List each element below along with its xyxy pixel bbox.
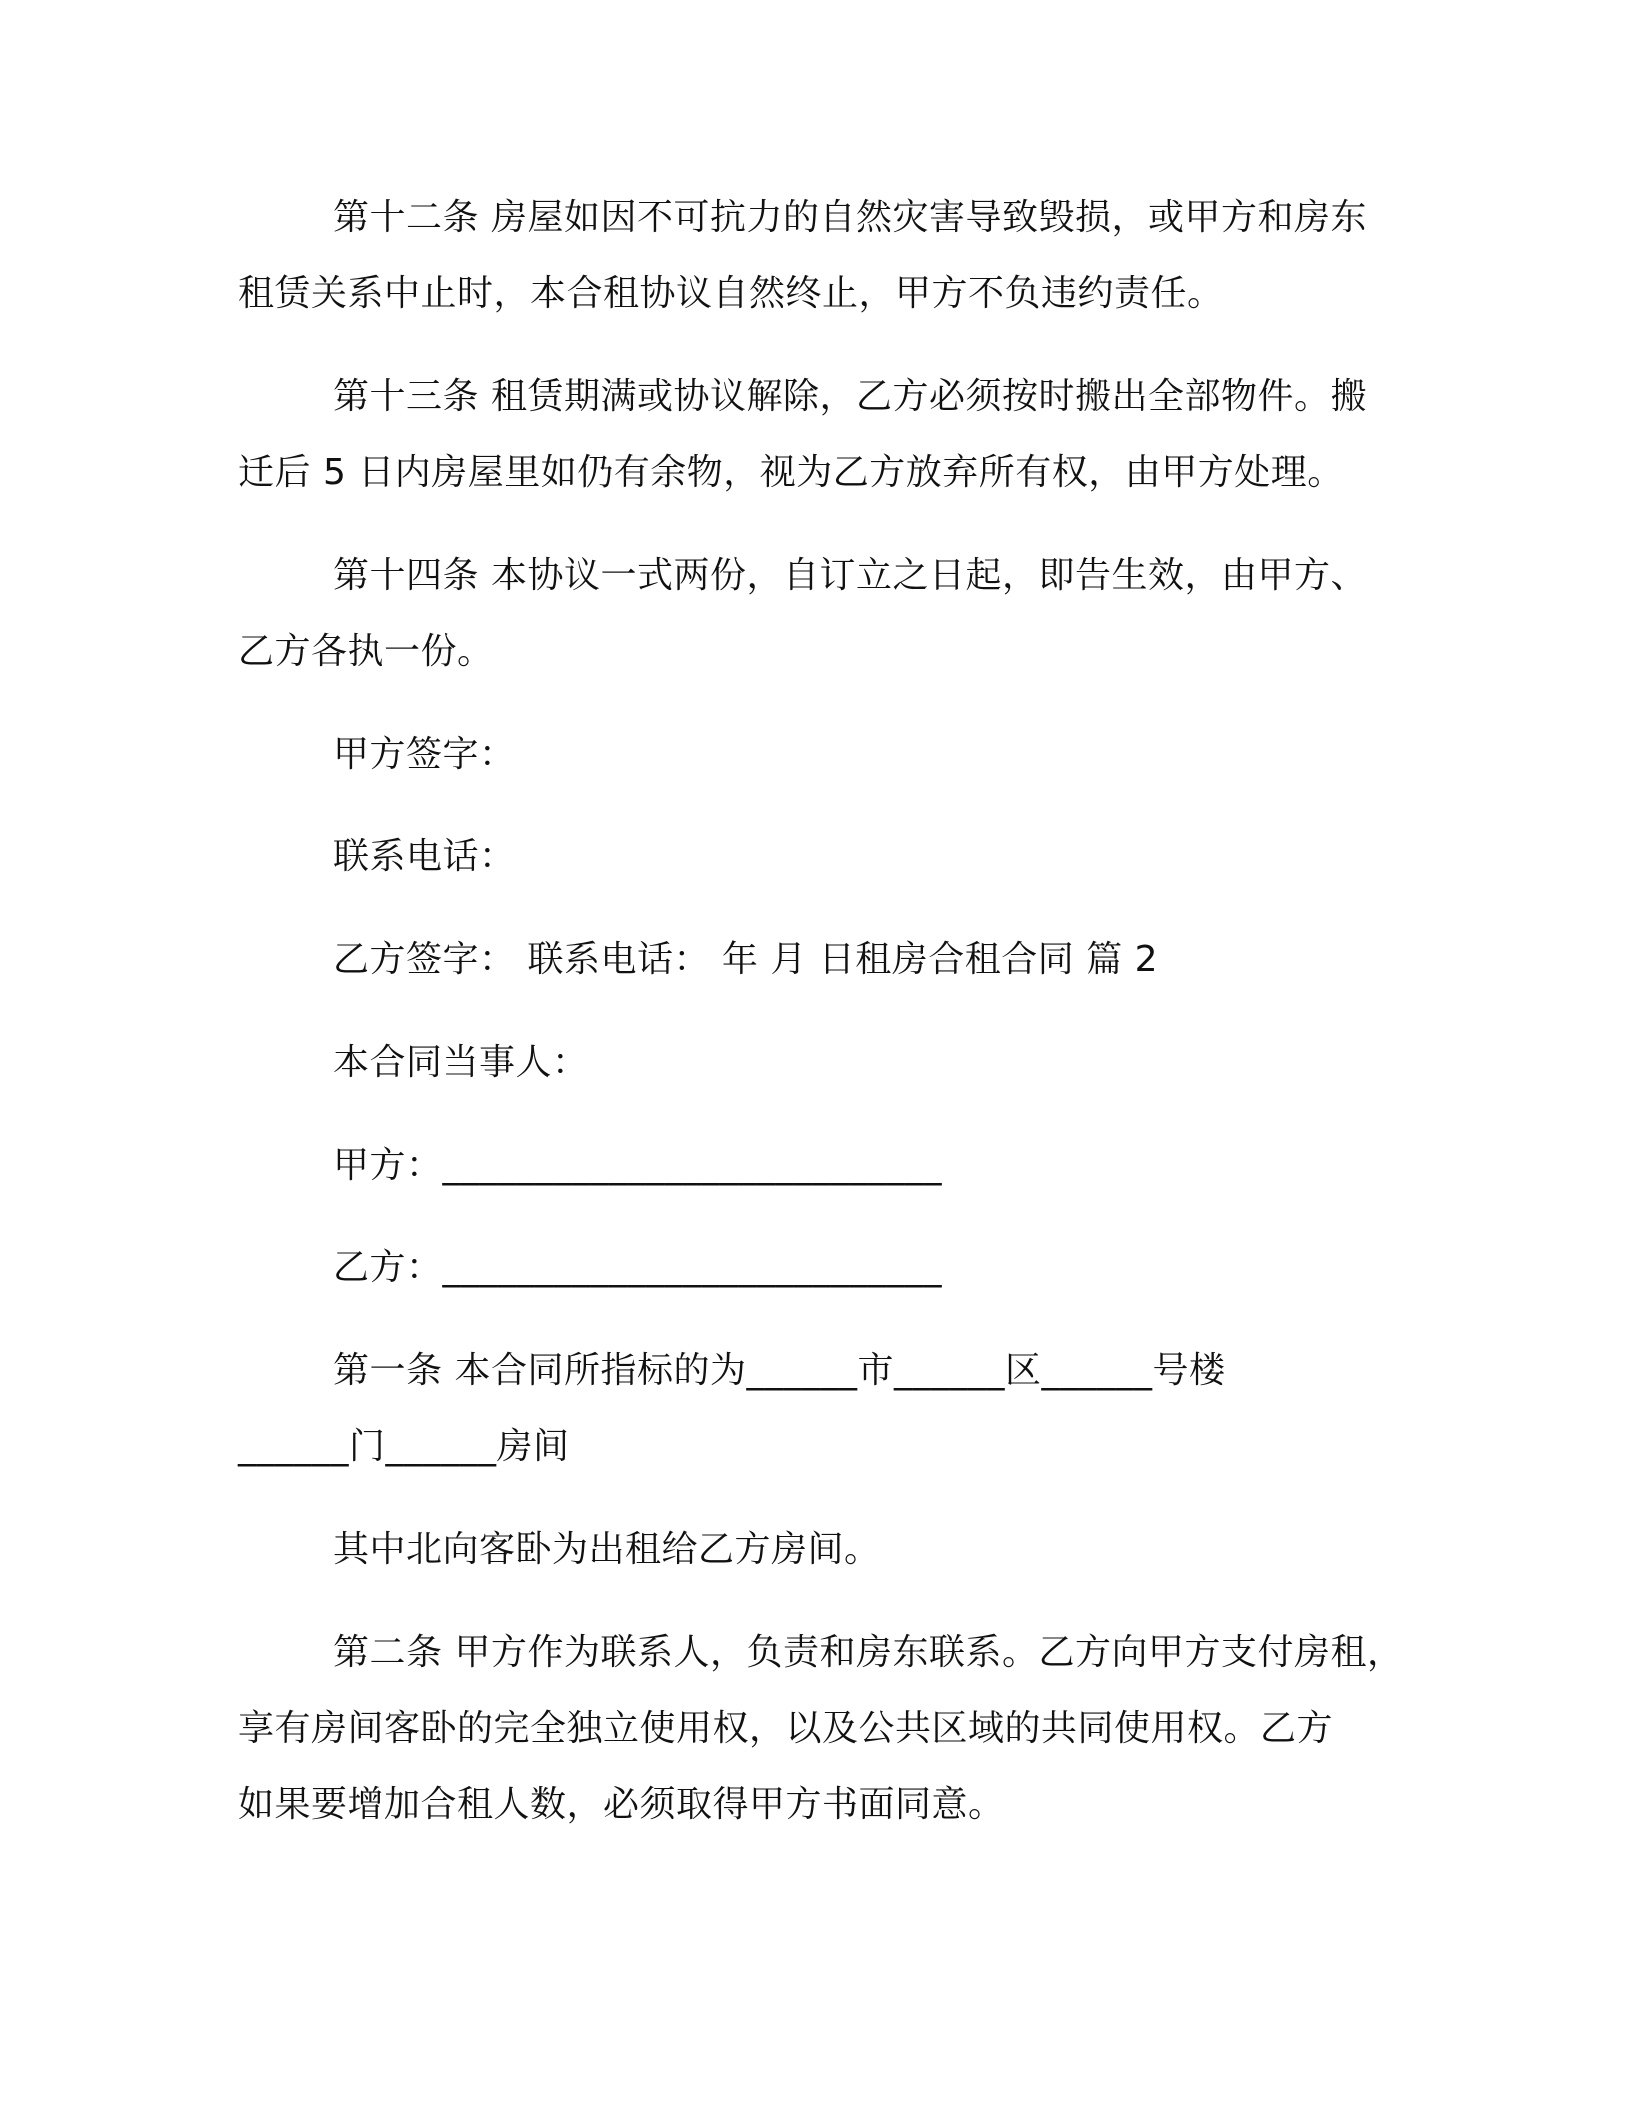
party-a-blank-line: 甲方：___________________________ <box>333 1145 943 1186</box>
clause-2-line-2: 享有房间客卧的完全独立使用权，以及公共区域的共同使用权。乙方 <box>238 1708 1334 1749</box>
clause-13-line-1: 第十三条 租赁期满或协议解除，乙方必须按时搬出全部物件。搬 <box>333 376 1367 417</box>
clause-12-line-2: 租赁关系中止时，本合租协议自然终止，甲方不负违约责任。 <box>238 273 1224 314</box>
clause-2-line-3: 如果要增加合租人数，必须取得甲方书面同意。 <box>238 1784 1005 1825</box>
clause-13-line-2: 迁后 5 日内房屋里如仍有余物，视为乙方放弃所有权，由甲方处理。 <box>238 452 1344 493</box>
clause-1-line-2: ______门______房间 <box>238 1426 570 1467</box>
party-b-signature-line: 乙方签字： 联系电话： 年 月 日租房合租合同 篇 2 <box>333 939 1159 980</box>
north-bedroom-note: 其中北向客卧为出租给乙方房间。 <box>333 1529 881 1570</box>
clause-2-line-1: 第二条 甲方作为联系人，负责和房东联系。乙方向甲方支付房租， <box>333 1632 1404 1673</box>
clause-14-line-1: 第十四条 本协议一式两份，自订立之日起，即告生效，由甲方、 <box>333 555 1367 596</box>
contact-phone-label: 联系电话： <box>333 836 516 877</box>
clause-12-line-1: 第十二条 房屋如因不可抗力的自然灾害导致毁损，或甲方和房东 <box>333 197 1367 238</box>
clause-1-line-1: 第一条 本合同所指标的为______市______区______号楼 <box>333 1350 1226 1391</box>
party-b-blank-line: 乙方：___________________________ <box>333 1247 943 1288</box>
party-a-signature-label: 甲方签字： <box>333 734 516 775</box>
contract-parties-heading: 本合同当事人： <box>333 1042 589 1083</box>
clause-14-line-2: 乙方各执一份。 <box>238 631 494 672</box>
